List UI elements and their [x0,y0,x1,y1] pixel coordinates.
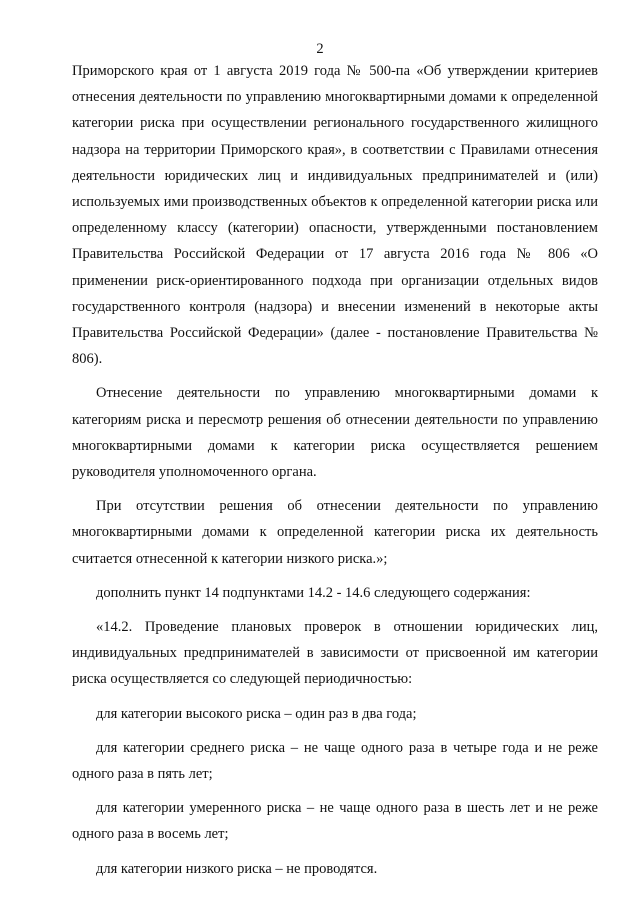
paragraph-risk-categories: Отнесение деятельности по управлению многоквартирными домами к категориям риска и пересмотр решения об отнесении деятельности по управлению многоквартирными домами к категории риска осуществляется решением руководителя уполномоченного органа. [72,385,598,481]
list-item-medium-risk: для категории среднего риска – не чаще одного раза в четыре года и не реже одного раза в пять лет; [72,739,598,783]
paragraph-continuation: Приморского края от 1 августа 2019 года № 500-па «Об утверждении критериев отнесения деятельности по управлению многоквартирными домами к определенной категории риска при осуществлении регионального государственного жилищного надзора на территории Приморского края», в соответствии с Правилами отнесения деятельности юридических лиц и индивидуальных предпринимателей и (или) используемых ими производственных объектов к определенной категории риска или определенному классу (категории) опасности, утвержденными постановлением Правительства Российской Федерации от 17 августа 2016 года № 806 «О применении риск-ориентированного подхода при организации отдельных видов государственного контроля (надзора) и внесении изменений в некоторые акты Правительства Российской Федерации» (далее - постановление Правительства № 806). [72,63,598,368]
paragraph-14-2: «14.2. Проведение плановых проверок в отношении юридических лиц, индивидуальных предпринимателей в зависимости от присвоенной им категории риска осуществляется со следующей периодичностью: [72,619,598,688]
list-item-low-risk: для категории низкого риска – не проводятся. [96,860,378,877]
document-body [72,58,598,882]
list-item-high-risk: для категории высокого риска – один раз в два года; [96,705,417,722]
page-number: 2 [316,41,324,57]
paragraph-amend-point-14: дополнить пункт 14 подпунктами 14.2 - 14.6 следующего содержания: [96,584,531,601]
list-item-moderate-risk: для категории умеренного риска – не чаще одного раза в шесть лет и не реже одного раза в восемь лет; [72,800,598,843]
paragraph-no-decision: При отсутствии решения об отнесении деятельности по управлению многоквартирными домами к определенной категории риска их деятельность считается отнесенной к категории низкого риска.»; [72,498,598,567]
